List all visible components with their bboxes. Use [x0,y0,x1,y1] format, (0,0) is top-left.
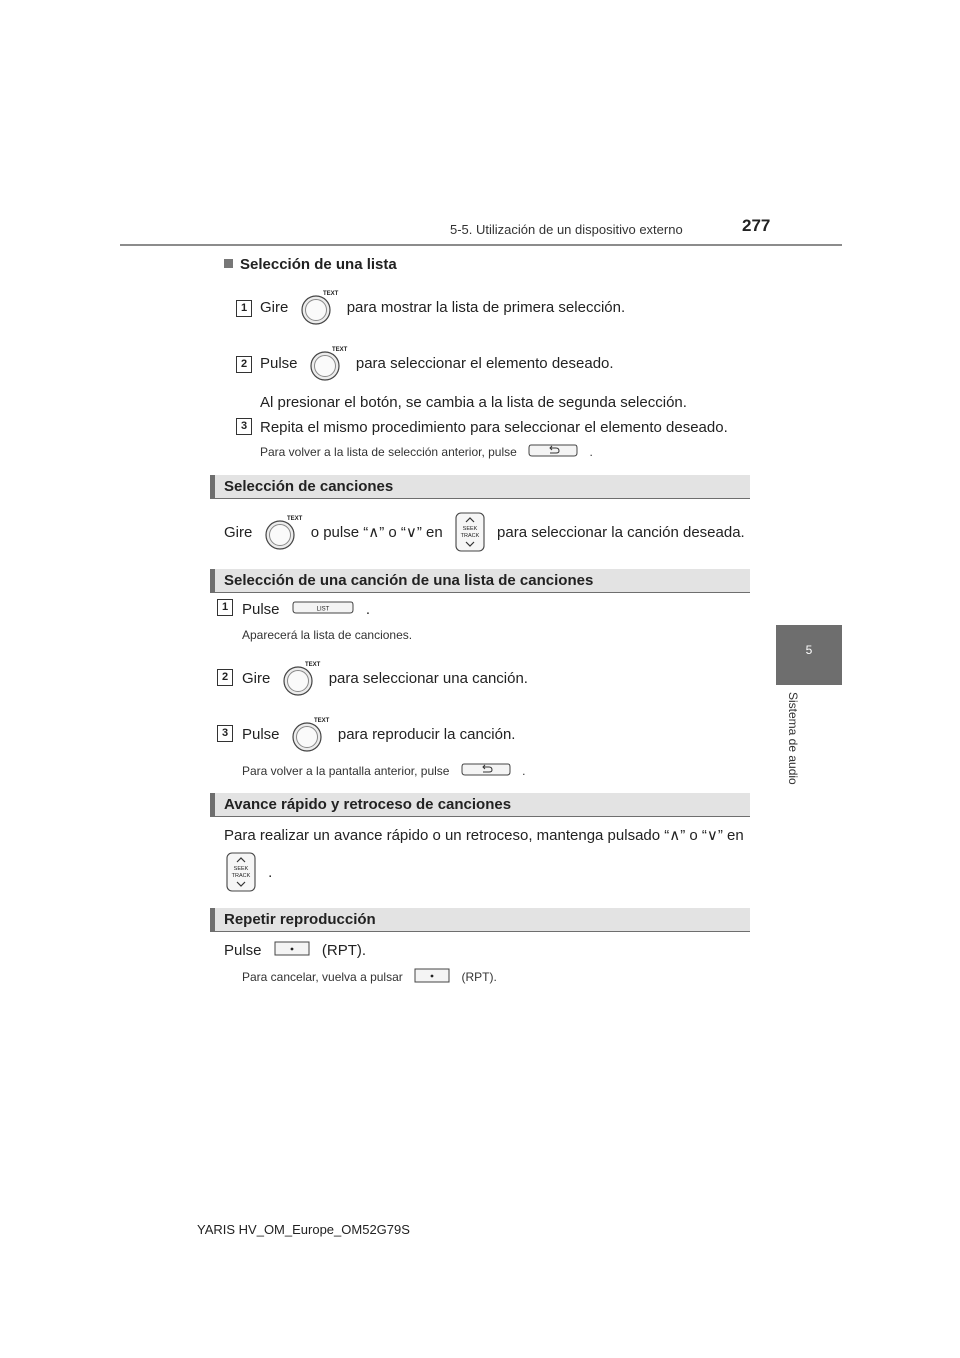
repeat-line: Pulse (RPT). [224,941,367,959]
song-selection-header: Selección de canciones [210,475,750,499]
song-list-step2-line: Gire TEXT para seleccionar una canción. [242,661,528,695]
fast-forward-header: Avance rápido y retroceso de canciones [210,793,750,817]
track-label: TRACK [231,873,251,879]
step-number-box: 2 [217,669,233,686]
list-step1-line: Gire TEXT para mostrar la lista de primera selección. [260,290,625,324]
back-button-icon [528,443,578,460]
list-selection-heading: Selección de una lista [224,256,397,273]
page-number: 277 [742,216,771,235]
step-number-box: 2 [236,356,252,373]
knob-text-label: TEXT [286,516,302,522]
knob-text-label: TEXT [331,347,348,353]
chapter-number: 5 [805,643,813,657]
text-knob-icon [292,717,330,751]
text-knob-icon [283,661,320,695]
rpt-button-icon [414,967,450,986]
fast-forward-line2: SEEK TRACK . [218,852,272,892]
knob-text-label: TEXT [322,291,338,297]
document-code: YARIS HV_OM_Europe_OM52G79S [197,1222,410,1237]
seek-label: SEEK [233,866,249,872]
header-divider [120,244,842,246]
rpt-button-icon [274,940,310,960]
repeat-header: Repetir reproducción [210,908,750,932]
song-list-header: Selección de una canción de una lista de canciones [210,569,750,593]
list-step2-line: Pulse TEXT para seleccionar el elemento deseado. [260,346,614,380]
step-number-box: 3 [217,725,233,742]
square-bullet-icon [224,259,233,268]
text-knob-icon [301,290,338,324]
song-list-step1-note: Aparecerá la lista de canciones. [242,628,413,642]
step-number-box: 1 [217,599,233,616]
chapter-label: Sistema de audio [786,692,800,785]
list-button-icon [292,600,354,618]
back-button-icon [461,762,511,779]
song-list-step1-line: Pulse LIST . [242,600,371,618]
list-step2-note: Al presionar el botón, se cambia a la lista de segunda selección. [260,394,687,411]
seek-track-icon [455,512,485,552]
seek-label: SEEK [462,526,478,532]
repeat-note: Para cancelar, vuelva a pulsar (RPT). [242,967,497,986]
fast-forward-text: Para realizar un avance rápido o un retroceso, mantenga pulsado “∧” o “∨” en [224,827,744,844]
knob-text-label: TEXT [313,718,330,724]
seek-track-icon [226,852,256,892]
step-number-box: 3 [236,418,252,435]
step-number-box: 1 [236,300,252,317]
knob-text-label: TEXT [304,662,320,668]
text-knob-icon [265,515,302,549]
song-list-step3-line: Pulse TEXT para reproducir la canción. [242,717,515,751]
song-selection-line: Gire TEXT o pulse “∧” o “∨” en SEEK TRACK para seleccionar la canción deseada. [224,512,745,552]
header-section-title: 5-5. Utilización de un dispositivo externo [450,222,683,237]
list-back-note: Para volver a la lista de selección anterior, pulse . [260,444,593,459]
song-list-back-note: Para volver a la pantalla anterior, pulse . [242,763,526,778]
list-step3-line: Repita el mismo procedimiento para seleccionar el elemento deseado. [260,419,728,436]
text-knob-icon [310,346,348,380]
list-button-label: LIST [316,606,330,613]
track-label: TRACK [460,533,480,539]
